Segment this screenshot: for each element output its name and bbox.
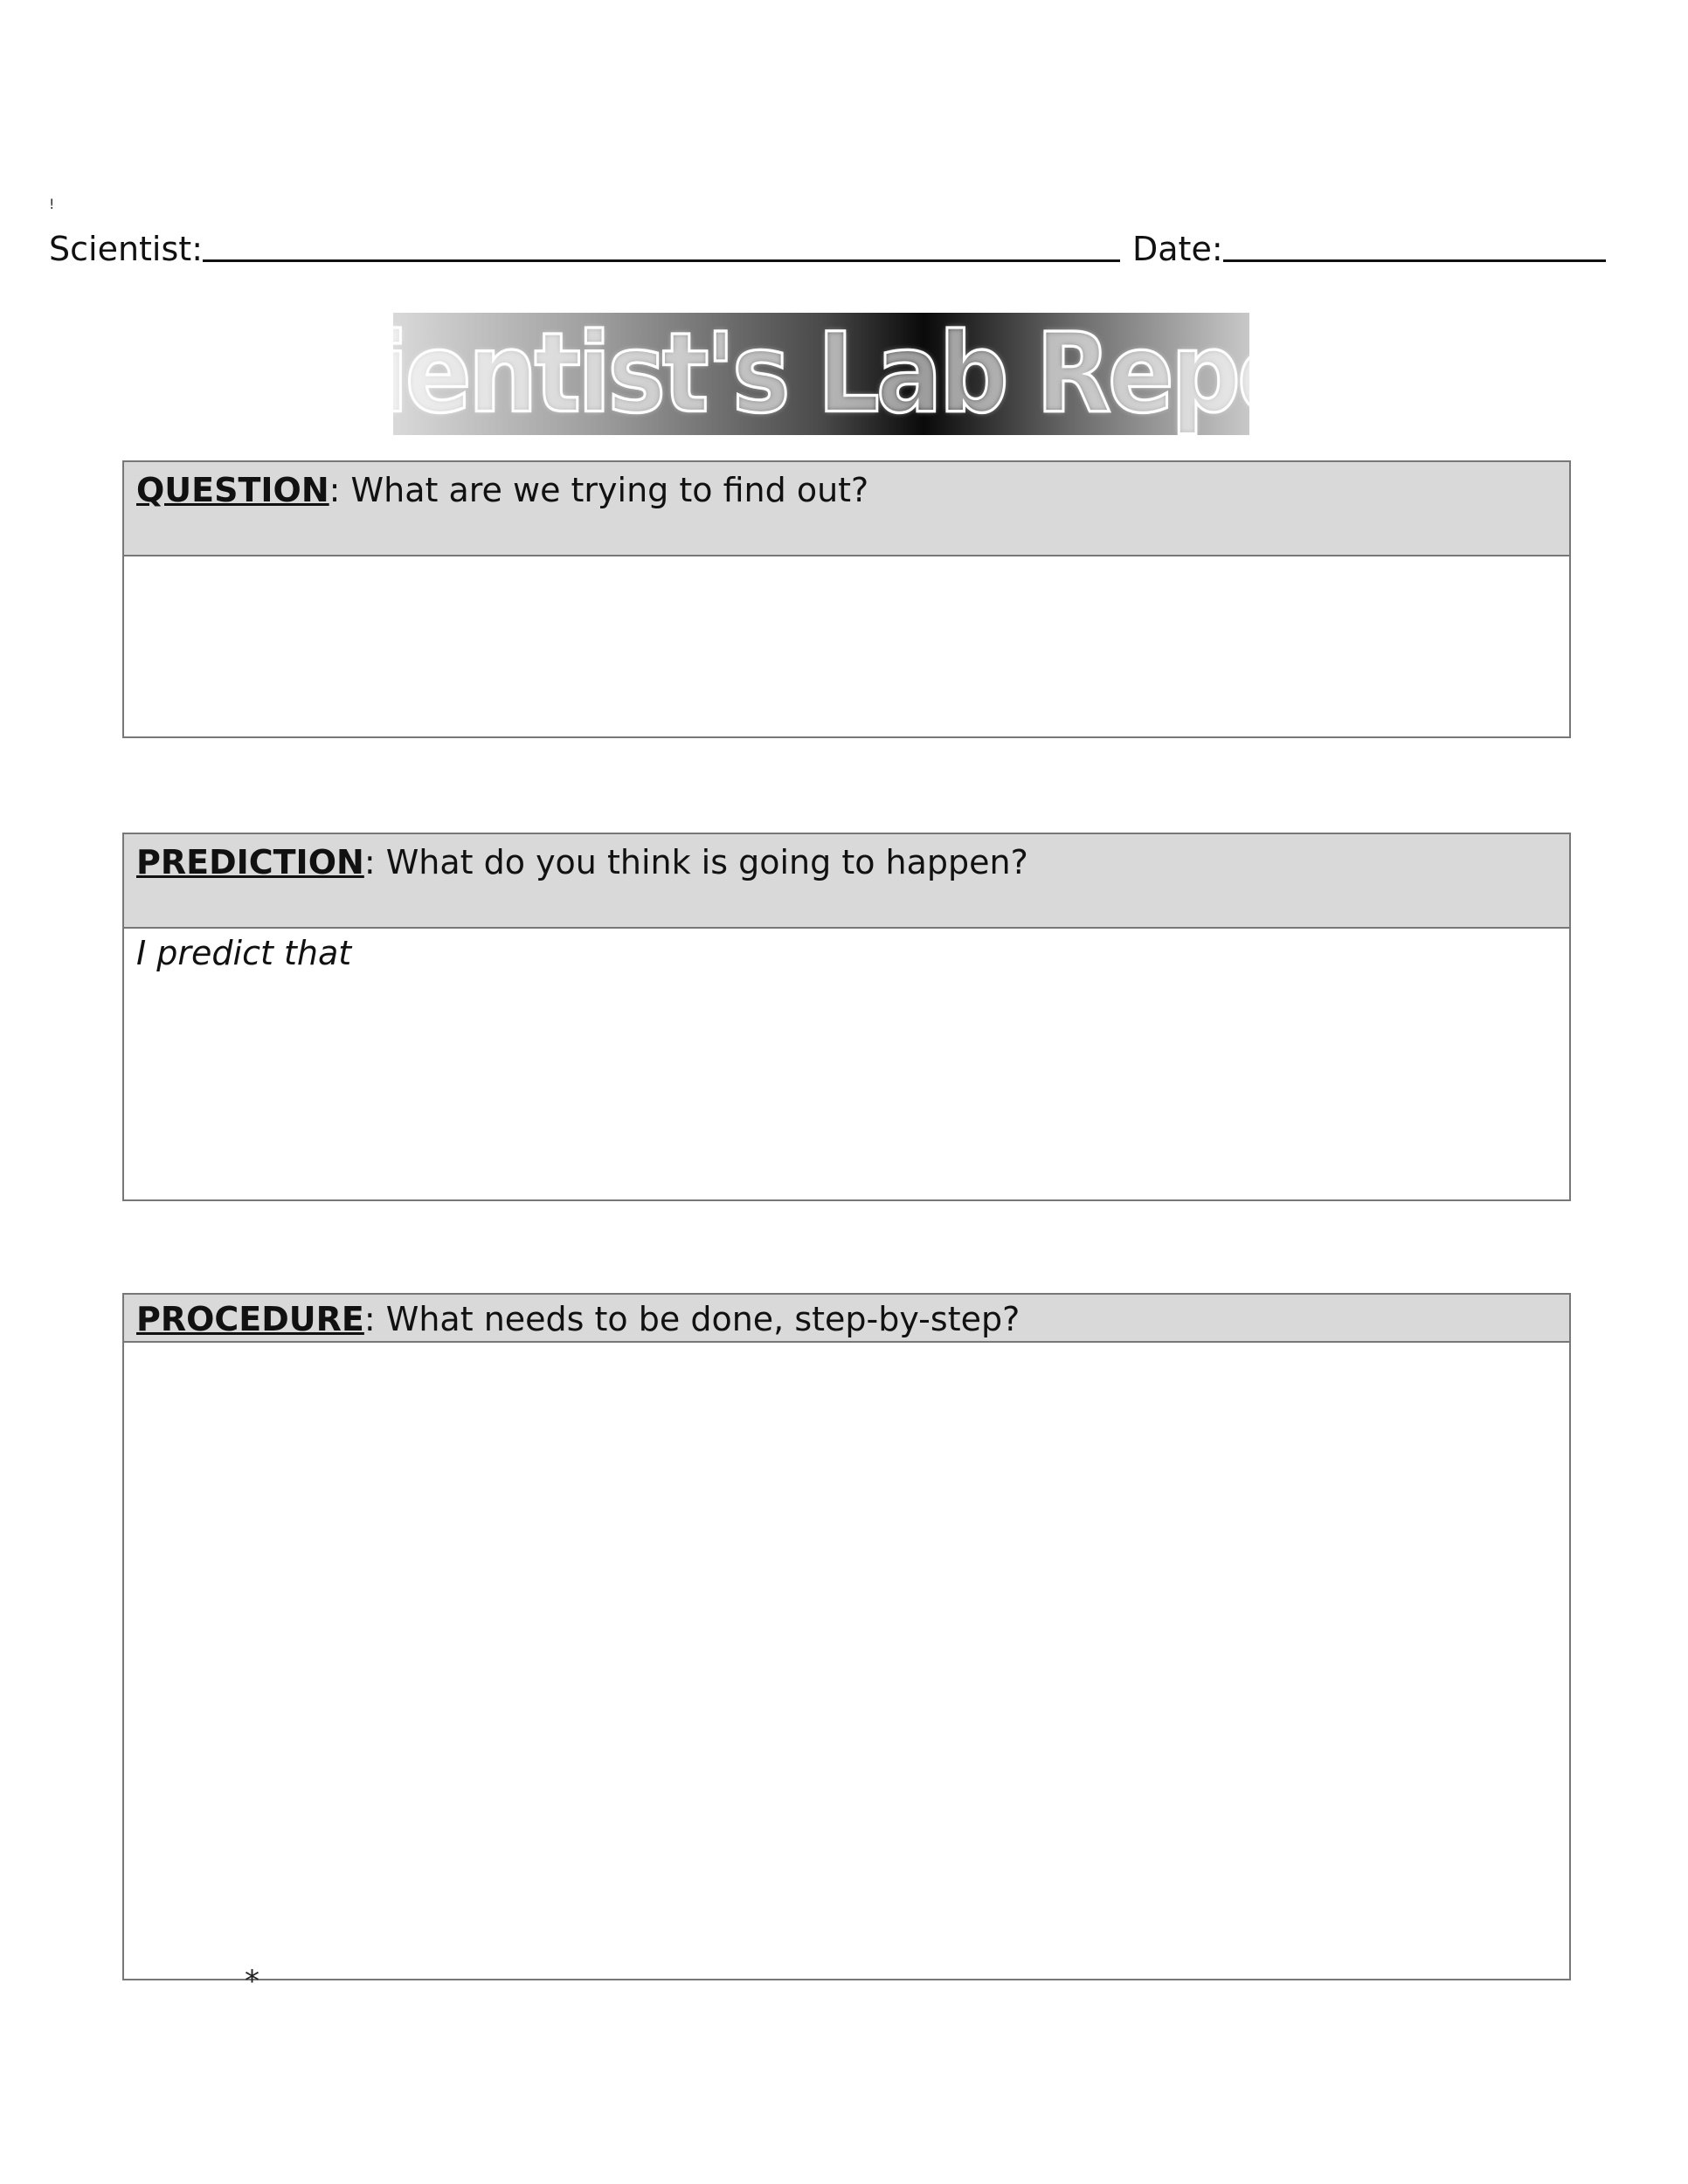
question-answer-area[interactable] — [124, 556, 1569, 567]
page-title: Scientist's Lab Report — [253, 310, 1389, 438]
prediction-section — [122, 833, 1571, 1201]
header-fields — [49, 217, 1606, 266]
prediction-header — [124, 834, 1569, 929]
procedure-keyword: PROCEDURE — [136, 1300, 364, 1338]
procedure-section — [122, 1293, 1571, 1980]
question-section — [122, 460, 1571, 738]
title-banner — [253, 310, 1389, 438]
procedure-prompt: : What needs to be done, step-by-step? — [363, 1300, 1020, 1338]
question-prompt: : What are we trying to find out? — [329, 471, 869, 509]
prediction-prompt: : What do you think is going to happen? — [363, 843, 1028, 881]
scientist-label: Scientist: — [49, 230, 203, 268]
scientist-name-blank[interactable] — [203, 259, 1120, 262]
procedure-header — [124, 1295, 1569, 1343]
prediction-starter: I predict that — [136, 934, 352, 972]
date-blank[interactable] — [1223, 259, 1606, 262]
footnote-asterisk: * — [245, 1964, 259, 1999]
date-label: Date: — [1132, 230, 1223, 268]
question-header — [124, 462, 1569, 556]
stray-mark: ! — [49, 196, 55, 212]
prediction-keyword: PREDICTION — [136, 843, 364, 881]
question-keyword: QUESTION — [136, 471, 329, 509]
procedure-answer-area[interactable] — [124, 1343, 1569, 1353]
prediction-answer-area[interactable] — [124, 929, 1569, 978]
